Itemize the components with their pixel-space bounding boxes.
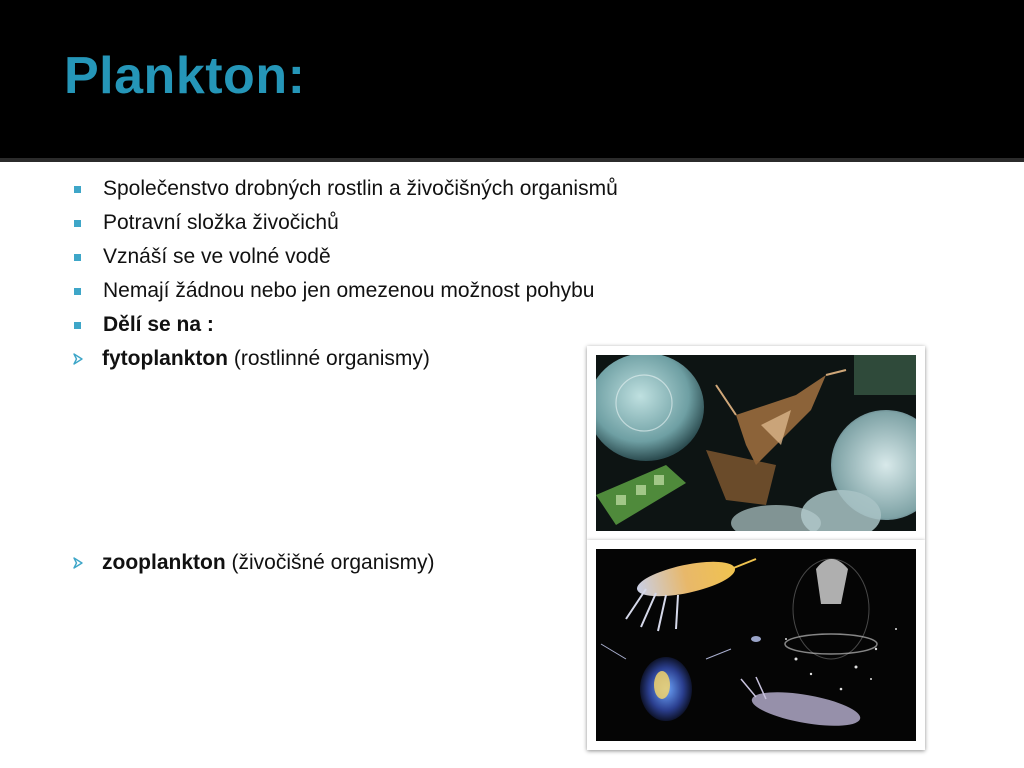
square-bullet-icon: [74, 220, 81, 227]
zooplankton-illustration: [596, 549, 916, 741]
slide-title: Plankton:: [64, 47, 306, 105]
subitem-desc: (živočišné organismy): [225, 551, 435, 574]
bullet-item: [72, 174, 618, 204]
phytoplankton-illustration: [596, 355, 916, 531]
bullet-item: [72, 242, 331, 272]
subitem-fytoplankton: [72, 344, 430, 374]
bullet-text: Potravní složka živočichů: [103, 211, 339, 234]
subitem-zooplankton: [72, 548, 435, 578]
bullet-text: Společenstvo drobných rostlin a živočišných organismů: [103, 177, 618, 200]
bullet-item: [72, 276, 595, 306]
zooplankton-photo: [587, 540, 925, 750]
phytoplankton-photo: [587, 346, 925, 540]
header-divider: [0, 158, 1024, 162]
square-bullet-icon: [74, 322, 81, 329]
square-bullet-icon: [74, 186, 81, 193]
square-bullet-icon: [74, 254, 81, 261]
subitem-desc: (rostlinné organismy): [228, 347, 430, 370]
arrow-bullet-icon: [72, 557, 84, 569]
subitem-term: fytoplankton: [102, 347, 228, 370]
bullet-item: [72, 310, 214, 340]
arrow-bullet-icon: [72, 353, 84, 365]
subitem-term: zooplankton: [102, 551, 226, 574]
bullet-text: Nemají žádnou nebo jen omezenou možnost pohybu: [103, 279, 595, 302]
bullet-text: Dělí se na :: [103, 313, 214, 336]
square-bullet-icon: [74, 288, 81, 295]
bullet-item: [72, 208, 339, 238]
bullet-text: Vznáší se ve volné vodě: [103, 245, 331, 268]
